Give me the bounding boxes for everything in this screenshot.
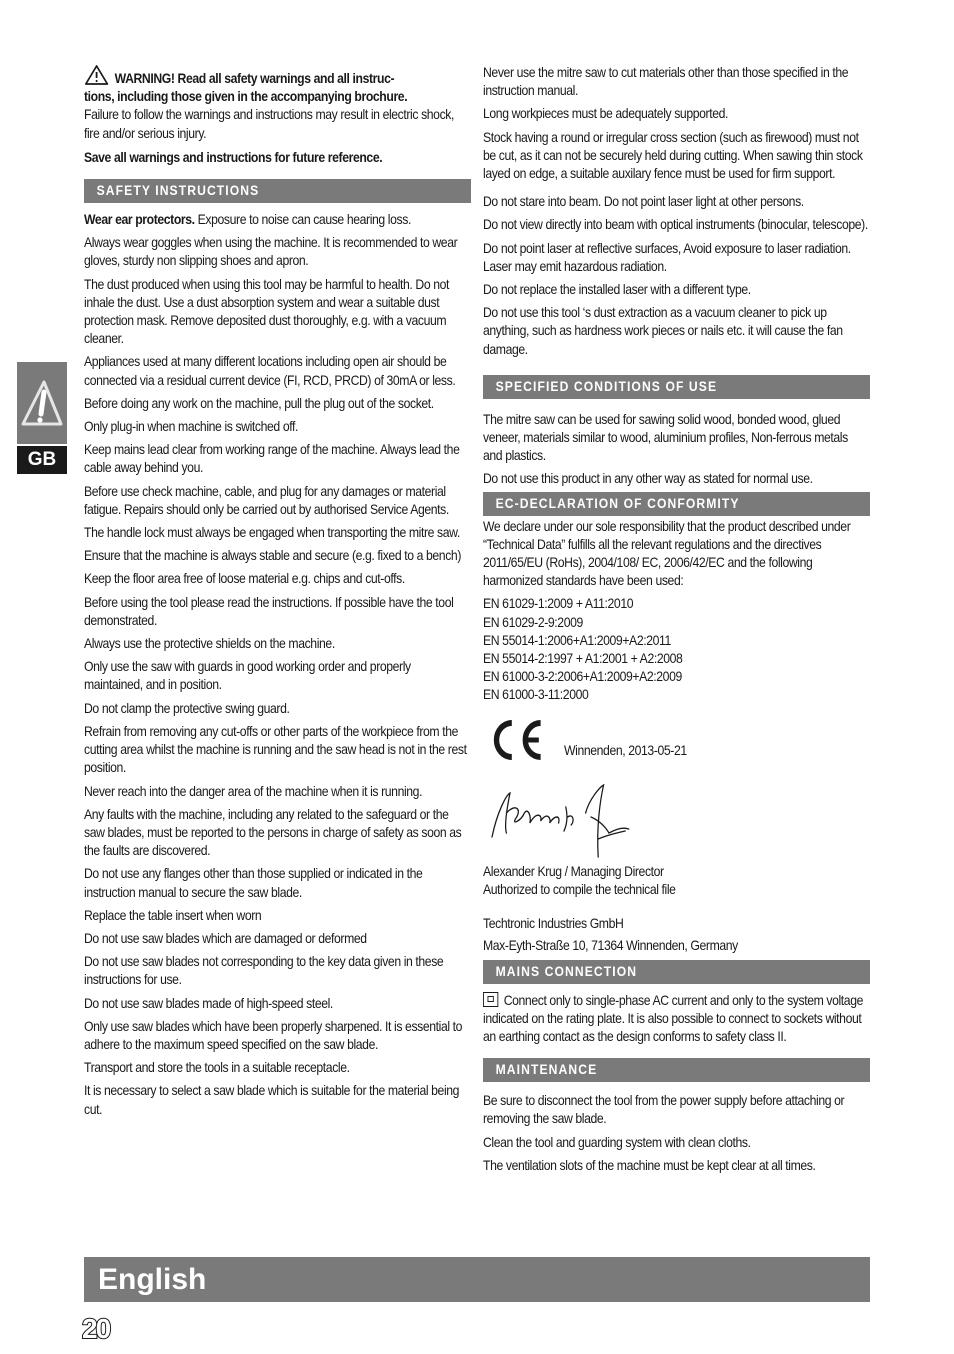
laser-safety-item: Do not replace the installed laser with a different type. [483, 282, 751, 298]
section-heading-ec-declaration: EC-DECLARATION OF CONFORMITY [483, 492, 870, 516]
safety-item: Never reach into the danger area of the machine when it is running. [84, 783, 423, 799]
standards-list [483, 595, 868, 704]
safety-list [84, 234, 469, 1119]
standard-item: EN 61029-2-9:2009 [483, 614, 583, 630]
ec-declaration-text: We declare under our sole responsibility that the product described under “Technical Data” fulfills all the relevant regulations and the directives 2011/65/EU (RoHs), 2004/108/ EC, 2006/42/EC and the following harmonized standards have been used: [483, 518, 851, 589]
safety-item: Do not clamp the protective swing guard. [84, 700, 290, 716]
safety-item: Before use check machine, cable, and plug for any damages or material fatigue. Repairs should only be carried out by authorised Service Agents. [84, 483, 449, 517]
warning-side-tab [17, 362, 67, 444]
signer-role: Authorized to compile the technical file [483, 881, 676, 897]
safety-item: Keep mains lead clear from working range of the machine. Always lead the cable away behind you. [84, 442, 460, 476]
warning-title-line-2: tions, including those given in the accompanying brochure. [84, 89, 408, 105]
safety-item: Any faults with the machine, including any related to the safeguard or the saw blades, must be reported to the persons in charge of safety as soon as the faults are discovered. [84, 806, 462, 859]
place-date: Winnenden, 2013-05-21 [564, 742, 687, 758]
language-code-badge: GB [17, 446, 67, 474]
section-heading-conditions: SPECIFIED CONDITIONS OF USE [483, 375, 870, 399]
safety-item: The dust produced when using this tool may be harmful to health. Do not inhale the dust. Use a dust absorption system and wear a suitable dust protection mask. Remove deposited dust thoroughly, e.g. with a vacuum cleaner. [84, 276, 450, 347]
section-heading-maintenance: MAINTENANCE [483, 1058, 870, 1082]
laser-safety-item: Do not use this tool ‘s dust extraction as a vacuum cleaner to pick up anything, such as hardness work pieces or nails etc. it will cause the fan damage. [483, 305, 843, 357]
maintenance-item: The ventilation slots of the machine must be kept clear at all times. [483, 1157, 816, 1173]
safety-item: Transport and store the tools in a suitable receptacle. [84, 1060, 350, 1076]
ear-protection-text: Exposure to noise can cause hearing loss. [194, 212, 411, 228]
standard-item: EN 61000-3-11:2000 [483, 687, 589, 703]
safety-item: It is necessary to select a saw blade which is suitable for the material being cut. [84, 1083, 460, 1117]
language-label: English [98, 1263, 207, 1296]
ce-row [487, 717, 869, 763]
mains-connection-text [483, 992, 868, 1047]
safety-item: Only use the saw with guards in good working order and properly maintained, and in position. [84, 659, 411, 693]
laser-safety-item: Do not view directly into beam with optical instruments (binocular, telescope). [483, 217, 868, 233]
warning-exclamation-icon [17, 362, 67, 444]
safety-item: The handle lock must always be engaged when transporting the mitre saw. [84, 525, 460, 541]
safety-item: Always wear goggles when using the machine. It is recommended to wear gloves, sturdy non slipping shoes and apron. [84, 235, 458, 269]
standard-item: EN 61029-1:2009 + A11:2010 [483, 596, 634, 612]
left-column [84, 64, 469, 1124]
safety-item: Refrain from removing any cut-offs or other parts of the workpiece from the cutting area whilst the machine is running and the saw head is not in the rest position. [84, 723, 467, 776]
safety-item: Keep the floor area free of loose material e.g. chips and cut-offs. [84, 571, 405, 587]
section-heading-safety: SAFETY INSTRUCTIONS [84, 179, 471, 203]
saw-usage-item: Stock having a round or irregular cross section (such as firewood) must not be cut, as it can not be securely held during cutting. When sawing thin stock layed on edge, a suitable auxilary fence must be used for firm support. [483, 129, 863, 182]
warning-triangle-icon [84, 64, 109, 86]
safety-item: Only plug-in when machine is switched off. [84, 419, 298, 435]
ce-mark-icon [487, 717, 545, 763]
ear-protection-bold: Wear ear protectors. [84, 212, 195, 228]
condition-item: Do not use this product in any other way as stated for normal use. [483, 471, 813, 487]
safety-item: Only use saw blades which have been properly sharpened. It is essential to adhere to the maximum speed specified on the saw blade. [84, 1018, 463, 1052]
save-instructions-note: Save all warnings and instructions for future reference. [84, 149, 383, 165]
saw-usage-list [483, 64, 868, 183]
warning-title-line-1: WARNING! Read all safety warnings and all instruc- [114, 71, 395, 86]
company-name: Techtronic Industries GmbH [483, 916, 624, 932]
right-column [483, 64, 868, 1180]
handwritten-signature [485, 777, 638, 863]
safety-item: Always use the protective shields on the machine. [84, 636, 335, 652]
ear-protection-item [84, 211, 469, 229]
safety-item: Appliances used at many different locations including open air should be connected via a residual current device (FI, RCD, PRCD) of 30mA or less. [84, 354, 456, 388]
safety-item: Replace the table insert when worn [84, 907, 262, 923]
safety-item: Do not use saw blades made of high-speed steel. [84, 995, 333, 1011]
standard-item: EN 55014-1:2006+A1:2009+A2:2011 [483, 632, 671, 648]
signer-name: Alexander Krug / Managing Director [483, 863, 664, 879]
warning-text: Failure to follow the warnings and instructions may result in electric shock, fire and/or serious injury. [84, 107, 455, 141]
maintenance-item: Be sure to disconnect the tool from the power supply before attaching or removing the saw blade. [483, 1093, 845, 1127]
maintenance-list [483, 1092, 868, 1175]
standard-item: EN 55014-2:1997 + A1:2001 + A2:2008 [483, 651, 683, 667]
conditions-list [483, 411, 868, 489]
saw-usage-item: Never use the mitre saw to cut materials other than those specified in the instruction manual. [483, 65, 849, 99]
signature [485, 777, 868, 863]
safety-item: Do not use saw blades which are damaged or deformed [84, 930, 367, 946]
saw-usage-item: Long workpieces must be adequately supported. [483, 106, 728, 122]
safety-item: Do not use any flanges other than those supplied or indicated in the instruction manual to secure the saw blade. [84, 866, 423, 900]
signatory-block [483, 863, 868, 956]
maintenance-item: Clean the tool and guarding system with clean cloths. [483, 1134, 751, 1150]
safety-item: Before doing any work on the machine, pull the plug out of the socket. [84, 395, 434, 411]
class-ii-icon [483, 992, 498, 1007]
page-number: 20 [82, 1313, 110, 1344]
safety-item: Do not use saw blades not corresponding to the key data given in these instructions for use. [84, 954, 444, 988]
laser-safety-item: Do not point laser at reflective surfaces, Avoid exposure to laser radiation. Laser may emit hazardous radiation. [483, 240, 851, 274]
laser-safety-item: Do not stare into beam. Do not point laser light at other persons. [483, 194, 804, 210]
laser-safety-list [483, 193, 868, 359]
company-address: Max-Eyth-Straße 10, 71364 Winnenden, Germany [483, 938, 738, 954]
safety-item: Ensure that the machine is always stable and secure (e.g. fixed to a bench) [84, 548, 461, 564]
section-heading-mains: MAINS CONNECTION [483, 960, 870, 984]
condition-item: The mitre saw can be used for sawing solid wood, bonded wood, glued veneer, materials similar to wood, aluminium profiles, Non-ferrous metals and plastics. [483, 411, 848, 464]
mains-text: Connect only to single-phase AC current and only to the system voltage indicated on the rating plate. It is also possible to connect to sockets without an earthing contact as the design conforms to safety class II. [483, 992, 863, 1044]
safety-item: Before using the tool please read the instructions. If possible have the tool demonstrated. [84, 594, 454, 628]
standard-item: EN 61000-3-2:2006+A1:2009+A2:2009 [483, 669, 682, 685]
language-footer-bar [84, 1257, 870, 1302]
general-warning [84, 64, 469, 143]
